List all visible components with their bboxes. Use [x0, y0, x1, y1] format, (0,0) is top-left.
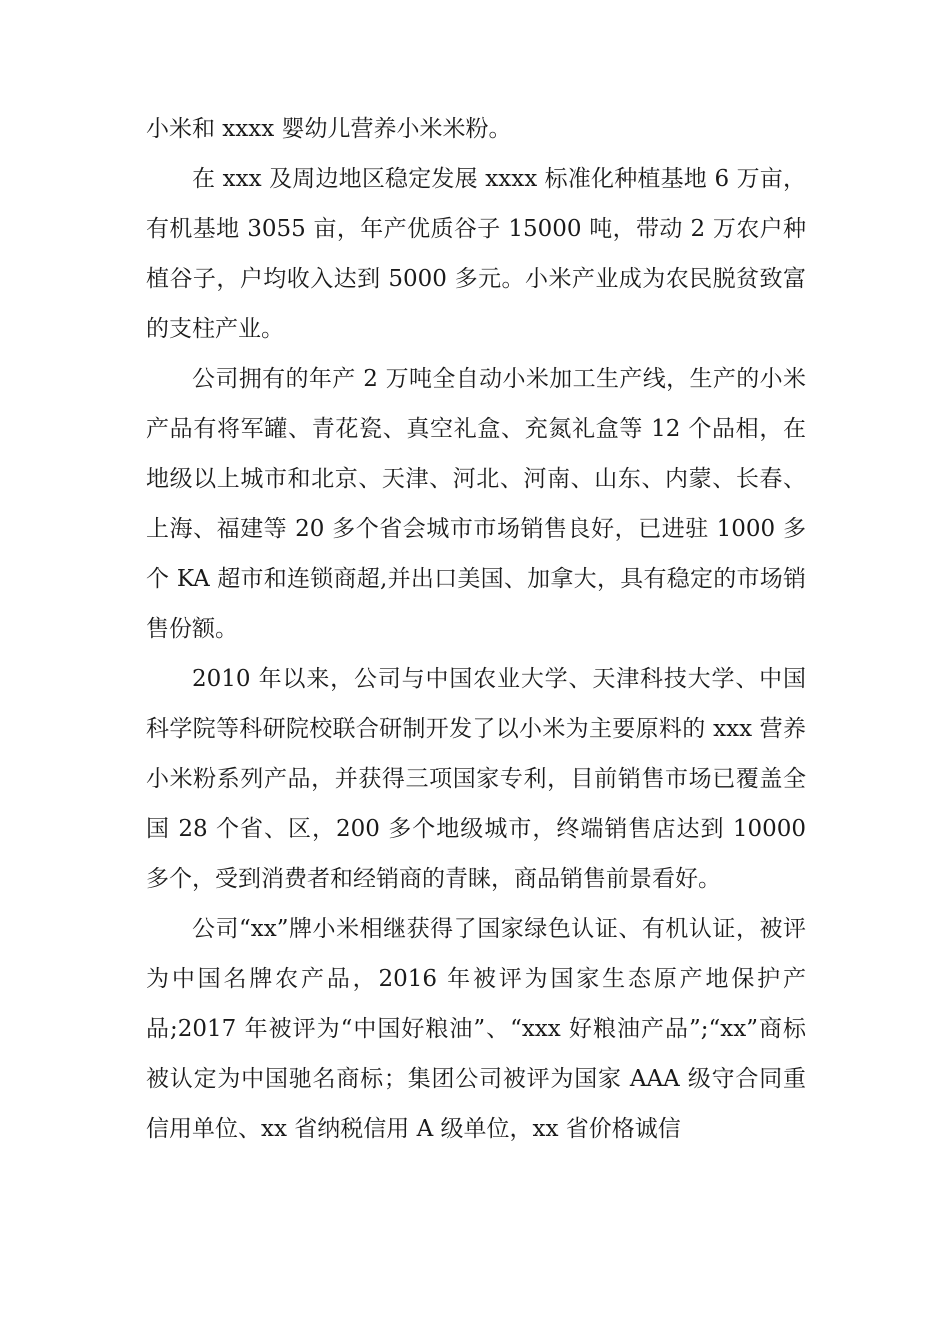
paragraph-2: 在 xxx 及周边地区稳定发展 xxxx 标准化种植基地 6 万亩，有机基地 3055 亩，年产优质谷子 15000 吨，带动 2 万农户种植谷子，户均收入达到 5000 多元。小米产业成为农民脱贫致富的支柱产业。 — [146, 166, 806, 342]
document-body — [146, 104, 806, 1154]
paragraph-4: 2010 年以来，公司与中国农业大学、天津科技大学、中国科学院等科研院校联合研制开发了以小米为主要原料的 xxx 营养小米粉系列产品，并获得三项国家专利，目前销售市场已覆盖全国 28 个省、区，200 多个地级城市，终端销售店达到 10000 多个，受到消费者和经销商的青睐，商品销售前景看好。 — [146, 666, 806, 892]
paragraph-3: 公司拥有的年产 2 万吨全自动小米加工生产线，生产的小米产品有将军罐、青花瓷、真空礼盒、充氮礼盒等 12 个品相，在地级以上城市和北京、天津、河北、河南、山东、内蒙、长春、上海、福建等 20 多个省会城市市场销售良好，已进驻 1000 多个 KA 超市和连锁商超,并出口美国、加拿大，具有稳定的市场销售份额。 — [146, 366, 806, 642]
paragraph-5: 公司“xx”牌小米相继获得了国家绿色认证、有机认证，被评为中国名牌农产品，2016 年被评为国家生态原产地保护产品;2017 年被评为“中国好粮油”、“xxx 好粮油产品”;“xx”商标被认定为中国驰名商标；集团公司被评为国家 AAA 级守合同重信用单位、xx 省纳税信用 A 级单位，xx 省价格诚信 — [146, 916, 806, 1142]
paragraph-1: 小米和 xxxx 婴幼儿营养小米米粉。 — [146, 116, 512, 142]
